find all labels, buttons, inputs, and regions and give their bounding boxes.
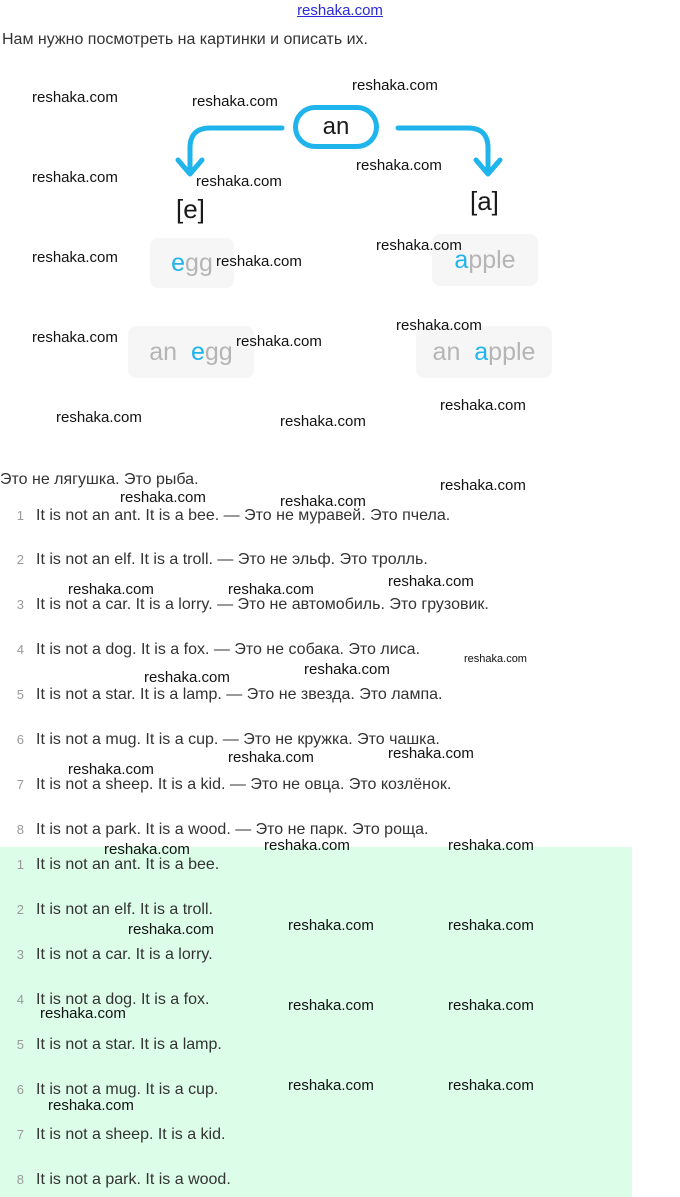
row-number: 4 [16, 642, 24, 657]
intro-text: Нам нужно посмотреть на картинки и описать их. [2, 31, 368, 48]
row-number: 8 [16, 822, 24, 837]
phrase-apple-article: an [432, 337, 461, 366]
translation-row [0, 686, 442, 704]
watermark: reshaka.com [32, 249, 118, 266]
row-text: It is not an ant. It is a bee. [36, 856, 220, 873]
watermark: reshaka.com [388, 573, 474, 590]
row-number: 3 [16, 947, 24, 962]
watermark: reshaka.com [192, 93, 278, 110]
watermark: reshaka.com [440, 477, 526, 494]
answer-row [0, 1171, 231, 1189]
answer-block [0, 847, 632, 1197]
sound-e: [e] [176, 194, 205, 224]
translation-row [0, 596, 489, 614]
row-text: It is not a sheep. It is a kid. [36, 1126, 226, 1143]
watermark: reshaka.com [280, 493, 366, 510]
watermark: reshaka.com [376, 237, 462, 254]
answer-row [0, 901, 213, 919]
row-text: It is not a star. It is a lamp. — Это не звезда. Это лампа. [36, 686, 443, 703]
row-text: It is not a dog. It is a fox. [36, 991, 210, 1008]
watermark: reshaka.com [32, 89, 118, 106]
subtitle: Это не лягушка. Это рыба. [0, 471, 199, 488]
row-number: 1 [16, 508, 24, 523]
watermark: reshaka.com [216, 253, 302, 270]
row-number: 6 [16, 732, 24, 747]
row-text: It is not a star. It is a lamp. [36, 1036, 222, 1053]
watermark: reshaka.com [280, 413, 366, 430]
answer-row [0, 1036, 222, 1054]
word-egg-first: e [171, 248, 186, 277]
answer-row [0, 946, 213, 964]
answer-row [0, 856, 219, 874]
watermark: reshaka.com [288, 997, 374, 1014]
watermark: reshaka.com [448, 1077, 534, 1094]
left-arrow [190, 128, 282, 172]
watermark: reshaka.com [48, 1097, 134, 1114]
watermark: reshaka.com [68, 761, 154, 778]
watermark: reshaka.com [288, 917, 374, 934]
watermark: reshaka.com [356, 157, 442, 174]
watermark: reshaka.com [464, 653, 527, 665]
row-text: It is not an elf. It is a troll. [36, 901, 213, 918]
watermark: reshaka.com [68, 581, 154, 598]
row-number: 2 [16, 552, 24, 567]
sound-a: [a] [470, 186, 499, 216]
row-number: 5 [16, 687, 24, 702]
row-number: 1 [16, 857, 24, 872]
row-number: 3 [16, 597, 24, 612]
watermark: reshaka.com [128, 921, 214, 938]
row-text: It is not a mug. It is a cup. — Это не кружка. Это чашка. [36, 731, 440, 748]
watermark: reshaka.com [448, 997, 534, 1014]
watermark: reshaka.com [396, 317, 482, 334]
site-link[interactable]: reshaka.com [297, 2, 383, 19]
watermark: reshaka.com [144, 669, 230, 686]
row-text: It is not a park. It is a wood. — Это не парк. Это роща. [36, 821, 429, 838]
phrase-egg-first: e [191, 337, 205, 366]
watermark: reshaka.com [104, 841, 190, 858]
row-text: It is not a dog. It is a fox. — Это не собака. Это лиса. [36, 641, 421, 658]
translation-row [0, 821, 428, 839]
answer-row [0, 1126, 225, 1144]
row-text: It is not a park. It is a wood. [36, 1171, 231, 1188]
watermark: reshaka.com [440, 397, 526, 414]
row-text: It is not an ant. It is a bee. — Это не муравей. Это пчела. [36, 507, 451, 524]
row-number: 4 [16, 992, 24, 1007]
watermark: reshaka.com [32, 169, 118, 186]
watermark: reshaka.com [32, 329, 118, 346]
translation-row [0, 776, 451, 794]
article-pill: an [293, 105, 379, 149]
watermark: reshaka.com [40, 1005, 126, 1022]
row-number: 6 [16, 1082, 24, 1097]
row-text: It is not a car. It is a lorry. — Это не автомобиль. Это грузовик. [36, 596, 489, 613]
row-number: 7 [16, 777, 24, 792]
row-number: 5 [16, 1037, 24, 1052]
watermark: reshaka.com [264, 837, 350, 854]
watermark: reshaka.com [120, 489, 206, 506]
watermark: reshaka.com [288, 1077, 374, 1094]
watermark: reshaka.com [56, 409, 142, 426]
phrase-apple-rest: pple [488, 337, 536, 366]
translation-row [0, 641, 420, 659]
watermark: reshaka.com [228, 749, 314, 766]
translation-row [0, 551, 428, 569]
word-apple-first: a [454, 245, 469, 274]
watermark: reshaka.com [304, 661, 390, 678]
watermark: reshaka.com [228, 581, 314, 598]
watermark: reshaka.com [448, 917, 534, 934]
row-number: 2 [16, 902, 24, 917]
watermark: reshaka.com [196, 173, 282, 190]
row-text: It is not an elf. It is a troll. — Это не эльф. Это тролль. [36, 551, 428, 568]
phrase-egg-rest: gg [204, 337, 233, 366]
watermark: reshaka.com [388, 745, 474, 762]
translation-row [0, 731, 440, 749]
watermark: reshaka.com [448, 837, 534, 854]
row-number: 7 [16, 1127, 24, 1142]
word-egg-rest: gg [185, 248, 213, 277]
watermark: reshaka.com [352, 77, 438, 94]
translation-row [0, 507, 450, 525]
row-number: 8 [16, 1172, 24, 1187]
phrase-egg-article: an [149, 337, 178, 366]
word-apple-rest: pple [468, 245, 516, 274]
row-text: It is not a car. It is a lorry. [36, 946, 213, 963]
row-text: It is not a mug. It is a cup. [36, 1081, 219, 1098]
phrase-apple-first: a [474, 337, 489, 366]
row-text: It is not a sheep. It is a kid. — Это не овца. Это козлёнок. [36, 776, 452, 793]
watermark: reshaka.com [236, 333, 322, 350]
